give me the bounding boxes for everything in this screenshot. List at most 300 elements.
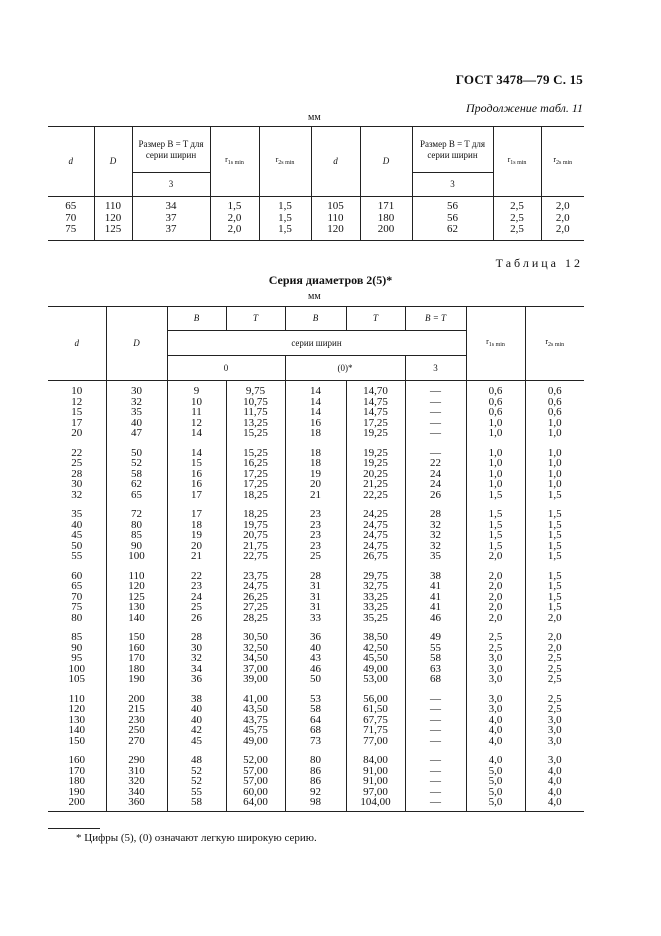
table-cell: 80 bbox=[285, 746, 346, 766]
table-cell: 86 bbox=[285, 776, 346, 787]
table-cell: — bbox=[405, 381, 466, 397]
table-cell: 2,5 bbox=[466, 623, 525, 643]
table-cell: 0,6 bbox=[466, 407, 525, 418]
table-cell: 10 bbox=[167, 397, 226, 408]
table-cell: 55 bbox=[167, 787, 226, 798]
table-cell: 72 bbox=[106, 500, 167, 520]
table2-title: Серия диаметров 2(5)* bbox=[268, 273, 393, 287]
table-cell: 3,0 bbox=[466, 664, 525, 675]
table-cell: 65 bbox=[48, 197, 94, 212]
col-header-D: D bbox=[106, 307, 167, 381]
table-cell: 1,5 bbox=[466, 500, 525, 520]
table-cell: 130 bbox=[106, 602, 167, 613]
table-row bbox=[48, 562, 584, 582]
table-row bbox=[48, 746, 584, 766]
table-cell: 15 bbox=[48, 407, 106, 418]
table-cell: 77,00 bbox=[346, 736, 405, 747]
table-cell: 65 bbox=[106, 490, 167, 501]
table-cell: 14,70 bbox=[346, 381, 405, 397]
table-cell: 150 bbox=[48, 736, 106, 747]
table-cell: 90 bbox=[48, 643, 106, 654]
table-cell: — bbox=[405, 685, 466, 705]
table-cell: 70 bbox=[48, 592, 106, 603]
table-cell: 19,25 bbox=[346, 439, 405, 459]
table-cell: 171 bbox=[360, 197, 412, 212]
table-cell: 52 bbox=[167, 766, 226, 777]
table-row bbox=[48, 653, 584, 664]
table-cell: 25 bbox=[285, 551, 346, 562]
table-row bbox=[48, 381, 584, 397]
table-cell: 180 bbox=[48, 776, 106, 787]
table-cell: 37 bbox=[132, 223, 210, 240]
table-cell: 46 bbox=[285, 664, 346, 675]
table-cell: 52 bbox=[167, 776, 226, 787]
table-row bbox=[48, 479, 584, 490]
table-cell: 1,5 bbox=[525, 541, 584, 552]
table-cell: 68 bbox=[285, 725, 346, 736]
table-cell: 41,00 bbox=[226, 685, 285, 705]
table-cell: 2,0 bbox=[210, 223, 259, 240]
table-cell: 57,00 bbox=[226, 776, 285, 787]
table-cell: 1,5 bbox=[525, 520, 584, 531]
table-cell: — bbox=[405, 736, 466, 747]
table-cell: 2,0 bbox=[525, 613, 584, 624]
table-cell: 27,25 bbox=[226, 602, 285, 613]
table-cell: 43 bbox=[285, 653, 346, 664]
table-cell: 1,5 bbox=[466, 520, 525, 531]
table-cell: 16 bbox=[167, 479, 226, 490]
table-cell: 35 bbox=[48, 500, 106, 520]
table-cell: 3,0 bbox=[466, 685, 525, 705]
table-cell: 3,0 bbox=[525, 736, 584, 747]
table-cell: 22 bbox=[48, 439, 106, 459]
table-cell: 28 bbox=[48, 469, 106, 480]
table-cell: 100 bbox=[48, 664, 106, 675]
table-cell: 2,0 bbox=[466, 581, 525, 592]
table-cell: 24 bbox=[405, 469, 466, 480]
table-cell: 1,0 bbox=[466, 439, 525, 459]
table-cell: 215 bbox=[106, 704, 167, 715]
table-cell: — bbox=[405, 715, 466, 726]
table-cell: 19,25 bbox=[346, 458, 405, 469]
table-cell: 45 bbox=[167, 736, 226, 747]
table-row bbox=[48, 725, 584, 736]
table-cell: 4,0 bbox=[525, 766, 584, 777]
table-cell: 56 bbox=[412, 212, 493, 224]
table-cell: 1,5 bbox=[525, 530, 584, 541]
table-cell: 130 bbox=[48, 715, 106, 726]
table-cell: 140 bbox=[48, 725, 106, 736]
table-cell: 140 bbox=[106, 613, 167, 624]
table-cell: 170 bbox=[106, 653, 167, 664]
table-cell: 50 bbox=[285, 674, 346, 685]
table-cell: 86 bbox=[285, 766, 346, 777]
table-cell: 25 bbox=[167, 602, 226, 613]
table-cell: 49 bbox=[405, 623, 466, 643]
table-cell: 5,0 bbox=[466, 797, 525, 811]
table-cell: 45,50 bbox=[346, 653, 405, 664]
table-cell: 320 bbox=[106, 776, 167, 787]
table-cell: 19 bbox=[285, 469, 346, 480]
table-cell: 170 bbox=[48, 766, 106, 777]
table-cell: 32,75 bbox=[346, 581, 405, 592]
table-cell: 13,25 bbox=[226, 418, 285, 429]
table-cell: 32 bbox=[405, 541, 466, 552]
table-cell: 23 bbox=[285, 530, 346, 541]
table-cell: 58 bbox=[167, 797, 226, 811]
col-header-T: T bbox=[226, 307, 285, 331]
table-cell: 190 bbox=[48, 787, 106, 798]
table-cell: 1,0 bbox=[525, 479, 584, 490]
table-cell: 1,0 bbox=[466, 458, 525, 469]
table-cell: 58 bbox=[106, 469, 167, 480]
table-cell: 20,25 bbox=[346, 469, 405, 480]
table-cell: 75 bbox=[48, 223, 94, 240]
table-cell: 14 bbox=[167, 439, 226, 459]
table-cell: 41 bbox=[405, 592, 466, 603]
table-cell: 2,5 bbox=[525, 704, 584, 715]
table-cell: 95 bbox=[48, 653, 106, 664]
table-cell: 40 bbox=[167, 715, 226, 726]
table-cell: 22,75 bbox=[226, 551, 285, 562]
table-cell: 180 bbox=[360, 212, 412, 224]
table-cell: 0,6 bbox=[525, 381, 584, 397]
table-row bbox=[48, 602, 584, 613]
table-cell: 16,25 bbox=[226, 458, 285, 469]
table-cell: 12 bbox=[48, 397, 106, 408]
table-cell: 1,0 bbox=[466, 469, 525, 480]
table-cell: 0,6 bbox=[466, 397, 525, 408]
table-cell: 48 bbox=[167, 746, 226, 766]
table-cell: 105 bbox=[311, 197, 360, 212]
table-cell: 18 bbox=[285, 428, 346, 439]
col-header-series-3-2: 3 bbox=[412, 173, 493, 197]
table-cell: 2,5 bbox=[493, 223, 541, 240]
table-cell: 160 bbox=[48, 746, 106, 766]
table-cell: 200 bbox=[360, 223, 412, 240]
table-cell: 42 bbox=[167, 725, 226, 736]
table-cell: 11 bbox=[167, 407, 226, 418]
table-cell: 34,50 bbox=[226, 653, 285, 664]
col-header-r2s: $r_{2s min}$ bbox=[525, 307, 584, 381]
table-cell: 62 bbox=[412, 223, 493, 240]
table-cell: 41 bbox=[405, 602, 466, 613]
table-cell: — bbox=[405, 787, 466, 798]
table-row bbox=[48, 500, 584, 520]
table1-units: мм bbox=[308, 112, 321, 123]
table-cell: 33,25 bbox=[346, 602, 405, 613]
table-cell: 200 bbox=[106, 685, 167, 705]
col-header-d: d bbox=[48, 307, 106, 381]
table-cell: 16 bbox=[167, 469, 226, 480]
table-cell: 21 bbox=[285, 490, 346, 501]
table-cell: 2,0 bbox=[466, 602, 525, 613]
col-header-size-2: Размер B = T для серии ширин bbox=[412, 127, 493, 173]
table-cell: 26,25 bbox=[226, 592, 285, 603]
table-cell: 120 bbox=[311, 223, 360, 240]
table-cell: 55 bbox=[48, 551, 106, 562]
table-cell: 62 bbox=[106, 479, 167, 490]
table-cell: 1,0 bbox=[525, 458, 584, 469]
table-12 bbox=[48, 306, 584, 812]
table-cell: 4,0 bbox=[466, 715, 525, 726]
table-row bbox=[48, 613, 584, 624]
table-cell: 23 bbox=[285, 500, 346, 520]
footnote: * Цифры (5), (0) означают легкую широкую серию. bbox=[76, 832, 317, 844]
table-cell: 230 bbox=[106, 715, 167, 726]
table-row bbox=[48, 223, 584, 240]
table-cell: 110 bbox=[311, 212, 360, 224]
table-cell: 52 bbox=[106, 458, 167, 469]
table-cell: 75 bbox=[48, 602, 106, 613]
table-cell: 84,00 bbox=[346, 746, 405, 766]
table-cell: 20 bbox=[167, 541, 226, 552]
table-cell: 1,0 bbox=[525, 439, 584, 459]
table-cell: 1,0 bbox=[466, 479, 525, 490]
table-cell: 24 bbox=[167, 592, 226, 603]
table-cell: 23,75 bbox=[226, 562, 285, 582]
col-header-BT: B = T bbox=[405, 307, 466, 331]
table-cell: 18,25 bbox=[226, 490, 285, 501]
table-cell: — bbox=[405, 704, 466, 715]
col-header-d: d bbox=[48, 127, 94, 197]
table-cell: 23 bbox=[285, 520, 346, 531]
table-cell: 20 bbox=[285, 479, 346, 490]
table-cell: 56,00 bbox=[346, 685, 405, 705]
table-cell: 1,5 bbox=[259, 212, 311, 224]
table-cell: 63 bbox=[405, 664, 466, 675]
table-cell: 1,5 bbox=[466, 541, 525, 552]
table-cell: 24,75 bbox=[346, 520, 405, 531]
table-cell: 40 bbox=[48, 520, 106, 531]
table-cell: 1,5 bbox=[525, 602, 584, 613]
table-cell: 150 bbox=[106, 623, 167, 643]
table-cell: 61,50 bbox=[346, 704, 405, 715]
table-cell: 9 bbox=[167, 381, 226, 397]
table-row bbox=[48, 458, 584, 469]
table-cell: 3,0 bbox=[525, 715, 584, 726]
table-cell: 42,50 bbox=[346, 643, 405, 654]
table-cell: 14,75 bbox=[346, 397, 405, 408]
col-header-d-2: d bbox=[311, 127, 360, 197]
table-cell: 17 bbox=[167, 490, 226, 501]
col-header-series-0: 0 bbox=[167, 356, 285, 381]
table-cell: 0,6 bbox=[525, 397, 584, 408]
table-cell: 4,0 bbox=[466, 736, 525, 747]
table-cell: 15,25 bbox=[226, 439, 285, 459]
table-cell: — bbox=[405, 407, 466, 418]
table-cell: 38 bbox=[405, 562, 466, 582]
table-cell: 180 bbox=[106, 664, 167, 675]
continuation-label: Продолжение табл. 11 bbox=[465, 101, 583, 115]
table-cell: 22,25 bbox=[346, 490, 405, 501]
table-row bbox=[48, 674, 584, 685]
col-header-r2s: $r_{2s min}$ bbox=[259, 127, 311, 197]
table-cell: 0,6 bbox=[466, 381, 525, 397]
table-cell: 30,50 bbox=[226, 623, 285, 643]
table-cell: 15 bbox=[167, 458, 226, 469]
table-cell: 17,25 bbox=[226, 479, 285, 490]
table-cell: 4,0 bbox=[466, 725, 525, 736]
table-cell: 20 bbox=[48, 428, 106, 439]
table-cell: 17,25 bbox=[346, 418, 405, 429]
table-cell: 91,00 bbox=[346, 766, 405, 777]
table-cell: 64,00 bbox=[226, 797, 285, 811]
table-cell: 2,0 bbox=[466, 551, 525, 562]
table-cell: 110 bbox=[94, 197, 132, 212]
table-cell: 49,00 bbox=[346, 664, 405, 675]
table-cell: 2,0 bbox=[466, 613, 525, 624]
table-cell: 64 bbox=[285, 715, 346, 726]
table-row bbox=[48, 736, 584, 747]
table-cell: 1,5 bbox=[466, 530, 525, 541]
table-cell: 70 bbox=[48, 212, 94, 224]
table-cell: 26 bbox=[405, 490, 466, 501]
table-cell: 34 bbox=[132, 197, 210, 212]
table-cell: — bbox=[405, 418, 466, 429]
table-cell: 4,0 bbox=[525, 797, 584, 811]
table-row bbox=[48, 797, 584, 811]
table-cell: 15,25 bbox=[226, 428, 285, 439]
col-header-width-series: серии ширин bbox=[167, 331, 466, 356]
table-cell: 120 bbox=[94, 212, 132, 224]
table-cell: 32 bbox=[106, 397, 167, 408]
table-cell: 30 bbox=[48, 479, 106, 490]
table-cell: 47 bbox=[106, 428, 167, 439]
table-cell: 2,0 bbox=[541, 223, 584, 240]
table-cell: — bbox=[405, 776, 466, 787]
table-row bbox=[48, 581, 584, 592]
table-cell: 2,5 bbox=[493, 197, 541, 212]
table-cell: 31 bbox=[285, 592, 346, 603]
table-cell: 24 bbox=[405, 479, 466, 490]
table-cell: 100 bbox=[106, 551, 167, 562]
table-cell: 14 bbox=[285, 381, 346, 397]
table-cell: 4,0 bbox=[466, 746, 525, 766]
table-cell: 16 bbox=[285, 418, 346, 429]
table-cell: 120 bbox=[106, 581, 167, 592]
table-cell: 32 bbox=[405, 520, 466, 531]
table-cell: 85 bbox=[48, 623, 106, 643]
table-cell: 36 bbox=[285, 623, 346, 643]
table-cell: 190 bbox=[106, 674, 167, 685]
table-cell: 60 bbox=[48, 562, 106, 582]
table-cell: 91,00 bbox=[346, 776, 405, 787]
table-cell: 125 bbox=[106, 592, 167, 603]
table-cell: 55 bbox=[405, 643, 466, 654]
table-cell: 1,5 bbox=[525, 581, 584, 592]
table-row bbox=[48, 212, 584, 224]
table-cell: 37,00 bbox=[226, 664, 285, 675]
table-cell: 18 bbox=[167, 520, 226, 531]
table-cell: 3,0 bbox=[525, 746, 584, 766]
page-header: ГОСТ 3478—79 С. 15 bbox=[455, 72, 583, 87]
table-cell: 28 bbox=[285, 562, 346, 582]
table-cell: 12 bbox=[167, 418, 226, 429]
table-cell: 120 bbox=[48, 704, 106, 715]
table-cell: 21,25 bbox=[346, 479, 405, 490]
table-cell: 24,25 bbox=[346, 500, 405, 520]
table-cell: 14 bbox=[285, 397, 346, 408]
table-cell: 18 bbox=[285, 458, 346, 469]
table-cell: 14,75 bbox=[346, 407, 405, 418]
col-header-series-3: 3 bbox=[132, 173, 210, 197]
table-cell: 10 bbox=[48, 381, 106, 397]
table-cell: 310 bbox=[106, 766, 167, 777]
table-cell: 73 bbox=[285, 736, 346, 747]
table-cell: 1,0 bbox=[525, 418, 584, 429]
table-cell: 21 bbox=[167, 551, 226, 562]
table-cell: 2,0 bbox=[541, 212, 584, 224]
table-cell: 5,0 bbox=[466, 766, 525, 777]
table-cell: 36 bbox=[167, 674, 226, 685]
table-cell: 105 bbox=[48, 674, 106, 685]
table-cell: 31 bbox=[285, 602, 346, 613]
table-cell: — bbox=[405, 797, 466, 811]
table-cell: 2,0 bbox=[466, 592, 525, 603]
table-cell: — bbox=[405, 428, 466, 439]
table-cell: 3,0 bbox=[466, 704, 525, 715]
table-cell: 1,5 bbox=[525, 592, 584, 603]
table-cell: 49,00 bbox=[226, 736, 285, 747]
table-cell: 1,0 bbox=[525, 428, 584, 439]
table-cell: 1,5 bbox=[466, 490, 525, 501]
table-cell: 1,0 bbox=[525, 469, 584, 480]
table-cell: 10,75 bbox=[226, 397, 285, 408]
table-cell: 3,0 bbox=[466, 674, 525, 685]
table-cell: 80 bbox=[48, 613, 106, 624]
table-cell: 31 bbox=[285, 581, 346, 592]
table-cell: 19,25 bbox=[346, 428, 405, 439]
col-header-r1s: $r_{1s min}$ bbox=[466, 307, 525, 381]
table-cell: 1,5 bbox=[525, 551, 584, 562]
col-header-D: D bbox=[94, 127, 132, 197]
table-cell: 1,5 bbox=[525, 500, 584, 520]
table-cell: 21,75 bbox=[226, 541, 285, 552]
table-cell: 17,25 bbox=[226, 469, 285, 480]
table-cell: 1,5 bbox=[525, 490, 584, 501]
table-cell: 22 bbox=[167, 562, 226, 582]
table-row bbox=[48, 704, 584, 715]
table-cell: 41 bbox=[405, 581, 466, 592]
table-cell: 1,5 bbox=[259, 197, 311, 212]
table-cell: 24,75 bbox=[346, 530, 405, 541]
col-header-B-2: B bbox=[285, 307, 346, 331]
table-cell: 30 bbox=[106, 381, 167, 397]
table-cell: 85 bbox=[106, 530, 167, 541]
table-cell: 340 bbox=[106, 787, 167, 798]
table-cell: 17 bbox=[48, 418, 106, 429]
table-cell: 39,00 bbox=[226, 674, 285, 685]
footnote-rule bbox=[48, 828, 100, 829]
table-cell: 56 bbox=[412, 197, 493, 212]
table-cell: 19 bbox=[167, 530, 226, 541]
table-cell: 1,5 bbox=[525, 562, 584, 582]
table-cell: 50 bbox=[48, 541, 106, 552]
table-cell: 1,5 bbox=[259, 223, 311, 240]
table-cell: 33 bbox=[285, 613, 346, 624]
table-cell: 18 bbox=[285, 439, 346, 459]
table-row bbox=[48, 428, 584, 439]
table-row bbox=[48, 776, 584, 787]
table-cell: 53 bbox=[285, 685, 346, 705]
table-row bbox=[48, 439, 584, 459]
table-cell: 35 bbox=[405, 551, 466, 562]
table-cell: 40 bbox=[106, 418, 167, 429]
table-cell: — bbox=[405, 725, 466, 736]
table-row bbox=[48, 197, 584, 212]
table-cell: 38,50 bbox=[346, 623, 405, 643]
